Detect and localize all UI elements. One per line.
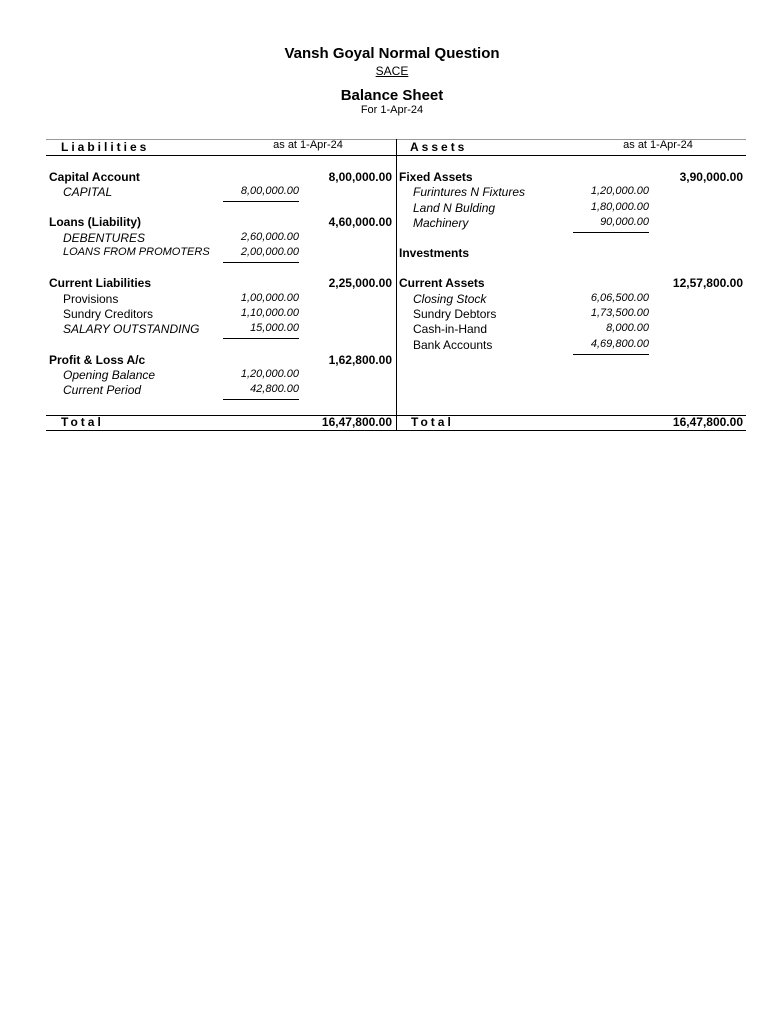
group-fixed-assets-amount: 3,90,000.00 [679, 170, 743, 184]
group-investments: Investments [399, 246, 470, 260]
group-current-liabilities-amount: 2,25,000.00 [328, 276, 392, 290]
group-capital-account-amount: 8,00,000.00 [328, 170, 392, 184]
ledger-salary-outstanding: SALARY OUTSTANDING [63, 322, 200, 336]
report-period: For 1-Apr-24 [360, 104, 424, 116]
ledger-sundry-creditors: Sundry Creditors [63, 307, 154, 321]
ledger-closing-stock: Closing Stock [413, 292, 487, 306]
group-current-assets-amount: 12,57,800.00 [672, 276, 743, 290]
assets-total-label: Total [411, 415, 454, 429]
assets-header: Assets [410, 140, 468, 154]
liabilities-total-amount: 16,47,800.00 [321, 415, 392, 429]
ledger-debentures-amount: 2,60,000.00 [240, 231, 299, 243]
ledger-sundry-debtors: Sundry Debtors [413, 307, 497, 321]
ledger-machinery: Machinery [413, 216, 469, 230]
ledger-land-building-amount: 1,80,000.00 [590, 201, 649, 213]
ledger-debentures: DEBENTURES [63, 231, 146, 245]
liabilities-total-label: Total [61, 415, 104, 429]
ledger-closing-stock-amount: 6,06,500.00 [590, 292, 649, 304]
ledger-loans-from-promoters: LOANS FROM PROMOTERS [63, 246, 210, 258]
ledger-machinery-amount: 90,000.00 [600, 216, 649, 228]
group-capital-account: Capital Account [49, 170, 140, 184]
subtotal-rule [223, 262, 299, 263]
group-loans-liability: Loans (Liability) [49, 215, 142, 229]
report-title: Balance Sheet [340, 87, 444, 104]
ledger-cash-in-hand-amount: 8,000.00 [606, 322, 649, 334]
subtotal-rule [573, 354, 649, 355]
total-bottom-rule [46, 430, 746, 431]
group-fixed-assets: Fixed Assets [399, 170, 473, 184]
company-name: Vansh Goyal Normal Question [284, 45, 500, 62]
assets-date-header: as at 1-Apr-24 [623, 139, 693, 151]
ledger-bank-accounts: Bank Accounts [413, 338, 493, 352]
ledger-sundry-debtors-amount: 1,73,500.00 [590, 307, 649, 319]
ledger-opening-balance: Opening Balance [63, 368, 156, 382]
subtotal-rule [223, 338, 299, 339]
ledger-loans-from-promoters-amount: 2,00,000.00 [240, 246, 299, 258]
ledger-cash-in-hand: Cash-in-Hand [413, 322, 488, 336]
ledger-capital-amount: 8,00,000.00 [240, 185, 299, 197]
ledger-sundry-creditors-amount: 1,10,000.00 [240, 307, 299, 319]
organization-name [0, 64, 768, 78]
organization-label: SACE [375, 64, 409, 78]
ledger-land-building: Land N Bulding [413, 201, 496, 215]
ledger-opening-balance-amount: 1,20,000.00 [240, 368, 299, 380]
ledger-salary-outstanding-amount: 15,000.00 [250, 322, 299, 334]
subtotal-rule [223, 399, 299, 400]
subtotal-rule [573, 232, 649, 233]
ledger-provisions: Provisions [63, 292, 119, 306]
group-current-liabilities: Current Liabilities [49, 276, 152, 290]
ledger-current-period: Current Period [63, 383, 142, 397]
group-profit-loss: Profit & Loss A/c [49, 353, 146, 367]
assets-total-amount: 16,47,800.00 [672, 415, 743, 429]
liabilities-header: Liabilities [61, 140, 150, 154]
group-current-assets: Current Assets [399, 276, 485, 290]
ledger-bank-accounts-amount: 4,69,800.00 [590, 338, 649, 350]
subtotal-rule [223, 201, 299, 202]
column-divider [396, 139, 397, 431]
ledger-furnitures-fixtures: Furintures N Fixtures [413, 185, 526, 199]
group-loans-liability-amount: 4,60,000.00 [328, 215, 392, 229]
ledger-current-period-amount: 42,800.00 [250, 383, 299, 395]
liabilities-date-header: as at 1-Apr-24 [273, 139, 343, 151]
ledger-capital: CAPITAL [63, 185, 113, 199]
ledger-furnitures-fixtures-amount: 1,20,000.00 [590, 185, 649, 197]
group-profit-loss-amount: 1,62,800.00 [328, 353, 392, 367]
ledger-provisions-amount: 1,00,000.00 [240, 292, 299, 304]
